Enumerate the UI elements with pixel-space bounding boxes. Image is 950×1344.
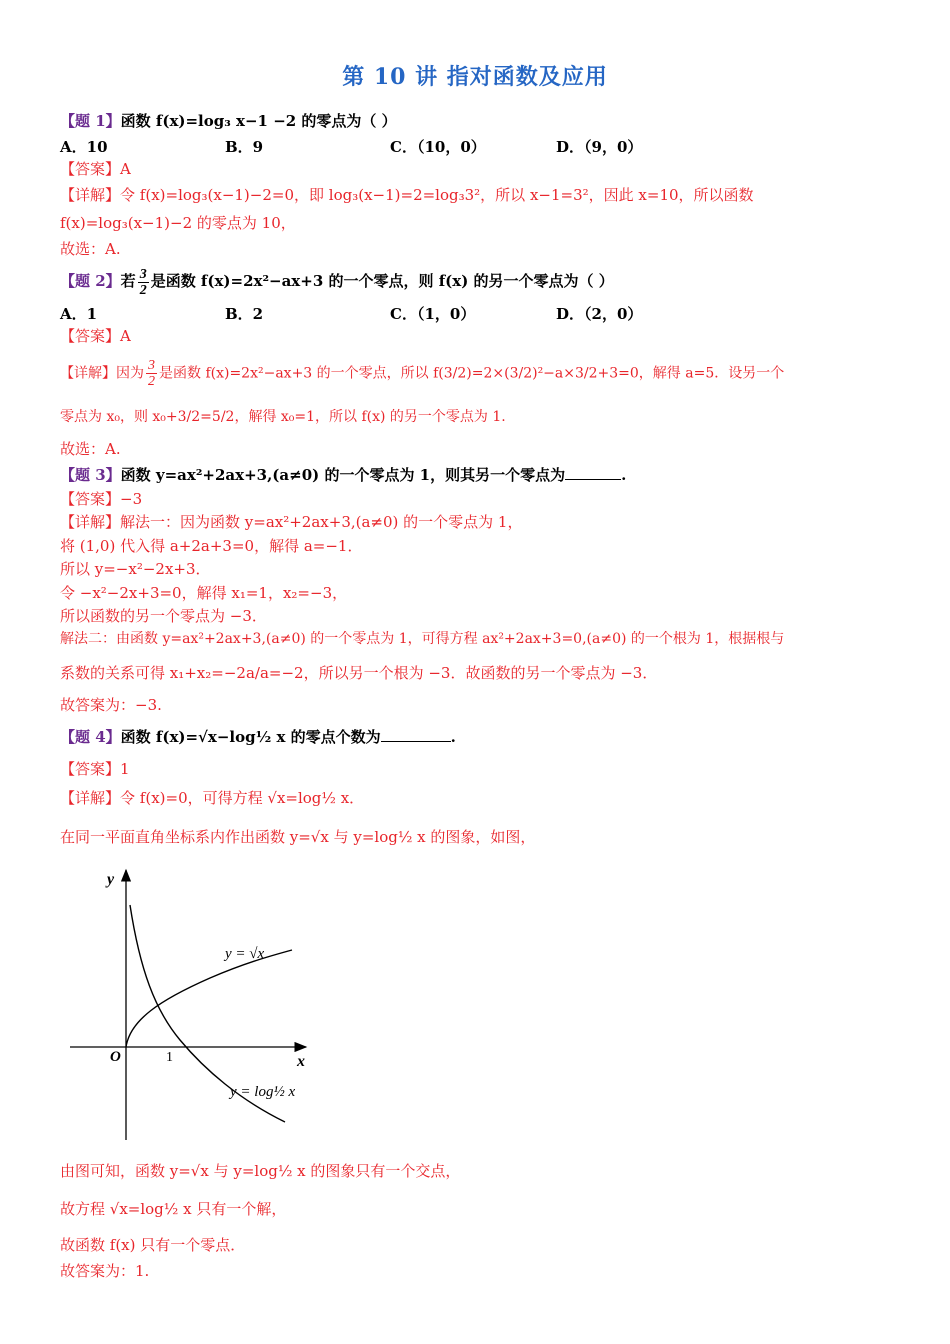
y-axis-label: y [107,871,115,888]
q3-detail-line-6: 解法二：由函数 y=ax²+2ax+3,(a≠0) 的一个零点为 1，可得方程 ax²+2ax+3=0,(a≠0) 的一个根为 1，根据根与 [60,631,785,647]
x-axis-label: x [297,1053,305,1070]
q2-answer-line [60,325,131,347]
q1-answer-line [60,158,131,180]
q2-detail-line-1 [60,358,784,389]
q3-detail-line-7: 系数的关系可得 x₁+x₂=−2a/a=−2，所以另一个根为 −3．故函数的另一个零点为 −3． [60,664,658,682]
q1-detail-tag: 【详解】 [60,186,121,204]
q2-stem-pre: 若 [120,272,136,290]
q4-tag: 【题 4】 [60,728,121,746]
q2-tag: 【题 2】 [60,272,121,290]
q2-fraction: $\frac{3}{2}$ [139,266,147,298]
q3-answer-blank [565,465,621,480]
q1-option-a: A．10 [60,138,108,156]
sqrt-curve-label: y = √x [225,946,265,962]
q2-detail-tag: 【详解】 [60,365,116,382]
q2-detail-1a: 因为 [116,365,144,382]
q1-tag: 【题 1】 [60,112,121,130]
q2-stem-post: 是函数 f(x)=2x²−ax+3 的一个零点，则 f(x) 的另一个零点为（ ） [150,272,614,290]
q4-after-line-2: 故方程 √x=log½ x 只有一个解， [60,1200,287,1218]
q1-answer: A [120,160,131,178]
q2-option-b: B．2 [225,305,264,323]
q2-detail-line-2: 零点为 x₀，则 x₀+3/2=5/2，解得 x₀=1，所以 f(x) 的另一个零点为 1. [60,409,506,425]
q3-stem: 函数 y=ax²+2ax+3,(a≠0) 的一个零点为 1，则其另一个零点为 [120,466,566,484]
q4-detail-1: 令 f(x)=0，可得方程 √x=log½ x． [120,789,365,807]
q3-answer: −3 [120,490,143,508]
q3-detail-line-8: 故答案为：−3. [60,696,162,714]
q2-detail-1b: 是函数 f(x)=2x²−ax+3 的一个零点，所以 f(3/2)=2×(3/2)²−a×3/2+3=0，解得 a=5．设另一个 [159,365,785,382]
q1-option-d: D．（9，0） [556,138,643,156]
q2-option-d: D．（2，0） [556,305,643,323]
q4-stem-line: 【题 4】函数 f(x)=√x−log½ x 的零点个数为 . [60,728,456,746]
tick-label-1: 1 [166,1050,173,1065]
q4-detail-tag: 【详解】 [60,789,121,807]
q3-stem-line: 【题 3】函数 y=ax²+2ax+3,(a≠0) 的一个零点为 1，则其另一个零点为 . [60,466,627,484]
q3-detail-tag: 【详解】 [60,513,121,531]
sqrt-curve [126,950,292,1047]
q1-option-c: C．（10，0） [390,138,486,156]
q4-after-line-4: 故答案为：1. [60,1262,150,1280]
q2-answer: A [120,327,131,345]
q1-answer-tag: 【答案】 [60,160,121,178]
q3-detail-line-4: 令 −x²−2x+3=0，解得 x₁=1，x₂=−3， [60,584,348,602]
q3-detail-1: 解法一：因为函数 y=ax²+2ax+3,(a≠0) 的一个零点为 1， [120,513,523,531]
q4-answer-line [60,758,130,780]
q1-detail-1: 令 f(x)=log₃(x−1)−2=0，即 log₃(x−1)=2=log₃3²，所以 x−1=3²，因此 x=10，所以函数 [120,186,754,204]
q2-answer-tag: 【答案】 [60,327,121,345]
q4-answer-blank [381,727,451,742]
q2-option-c: C．（1，0） [390,305,476,323]
q4-after-line-3: 故函数 f(x) 只有一个零点． [60,1236,246,1254]
log-curve-label: y = log½ x [230,1084,296,1100]
q4-detail-line-1 [60,787,364,809]
q4-after-line-1: 由图可知，函数 y=√x 与 y=log½ x 的图象只有一个交点， [60,1162,461,1180]
q1-stem: 函数 f(x)=log₃ x−1 −2 的零点为（ ） [120,112,397,130]
q2-option-a: A．1 [60,305,98,323]
q4-answer: 1 [120,760,130,778]
q2-stem-line [60,266,614,298]
q3-answer-line [60,488,142,510]
q1-stem-line [60,110,397,132]
origin-label: O [110,1049,121,1065]
q3-detail-line-2: 将 (1,0) 代入得 a+2a+3=0，解得 a=−1． [60,537,363,555]
function-graph [60,860,320,1150]
q2-options [60,303,940,325]
q1-detail-line-1 [60,184,754,206]
q1-detail-line-2: f(x)=log₃(x−1)−2 的零点为 10， [60,214,296,232]
q3-detail-line-3: 所以 y=−x²−2x+3． [60,560,211,578]
q3-detail-line-1 [60,511,522,533]
q1-option-b: B．9 [225,138,264,156]
q3-answer-tag: 【答案】 [60,490,121,508]
q2-choose: 故选：A. [60,440,121,458]
q4-stem: 函数 f(x)=√x−log½ x 的零点个数为 [120,728,381,746]
q1-options [60,136,940,158]
q2-detail-fraction: $\frac{3}{2}$ [148,358,155,389]
q3-tag: 【题 3】 [60,466,121,484]
q4-answer-tag: 【答案】 [60,760,121,778]
page-title: 第 10 讲 指对函数及应用 [342,64,608,90]
q4-detail-line-2: 在同一平面直角坐标系内作出函数 y=√x 与 y=log½ x 的图象，如图， [60,828,536,846]
q3-detail-line-5: 所以函数的另一个零点为 −3． [60,607,267,625]
q1-choose: 故选：A. [60,240,121,258]
